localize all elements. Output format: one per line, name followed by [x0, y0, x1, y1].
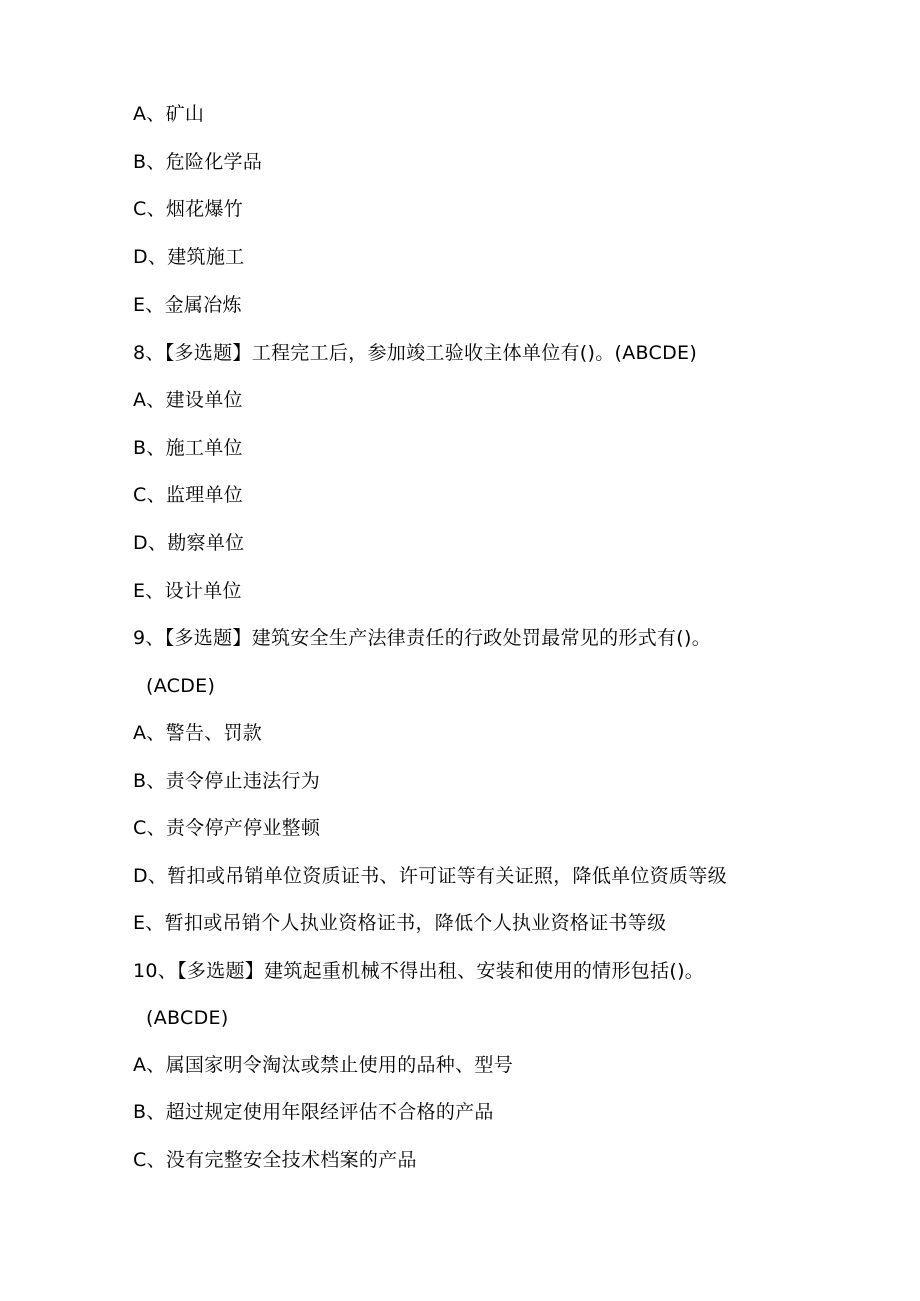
q8-option-e: E、设计单位 — [133, 580, 242, 602]
q10-answer: (ABCDE) — [146, 1007, 229, 1029]
q10-option-a: A、属国家明令淘汰或禁止使用的品种、型号 — [133, 1054, 513, 1076]
q7-option-e: E、金属冶炼 — [133, 294, 242, 316]
q7-option-c: C、烟花爆竹 — [133, 198, 244, 220]
q9-option-a: A、警告、罚款 — [133, 722, 263, 744]
q8-question: 8、【多选题】工程完工后，参加竣工验收主体单位有()。(ABCDE) — [133, 342, 698, 364]
q7-option-a: A、矿山 — [133, 103, 205, 125]
q7-option-b: B、危险化学品 — [133, 151, 263, 173]
q9-option-d: D、暂扣或吊销单位资质证书、许可证等有关证照，降低单位资质等级 — [133, 865, 727, 887]
q10-option-b: B、超过规定使用年限经评估不合格的产品 — [133, 1101, 494, 1123]
q9-option-c: C、责令停产停业整顿 — [133, 817, 321, 839]
q10-question: 10、【多选题】建筑起重机械不得出租、安装和使用的情形包括()。 — [133, 960, 705, 982]
q9-option-b: B、责令停止违法行为 — [133, 770, 321, 792]
q9-option-e: E、暂扣或吊销个人执业资格证书，降低个人执业资格证书等级 — [133, 912, 667, 934]
q10-option-c: C、没有完整安全技术档案的产品 — [133, 1149, 417, 1171]
q9-question: 9、【多选题】建筑安全生产法律责任的行政处罚最常见的形式有()。 — [133, 627, 712, 649]
q8-option-a: A、建设单位 — [133, 389, 243, 411]
q8-option-b: B、施工单位 — [133, 437, 243, 459]
q7-option-d: D、建筑施工 — [133, 246, 245, 268]
q9-answer: (ACDE) — [146, 675, 216, 697]
q8-option-c: C、监理单位 — [133, 484, 244, 506]
q8-option-d: D、勘察单位 — [133, 532, 245, 554]
